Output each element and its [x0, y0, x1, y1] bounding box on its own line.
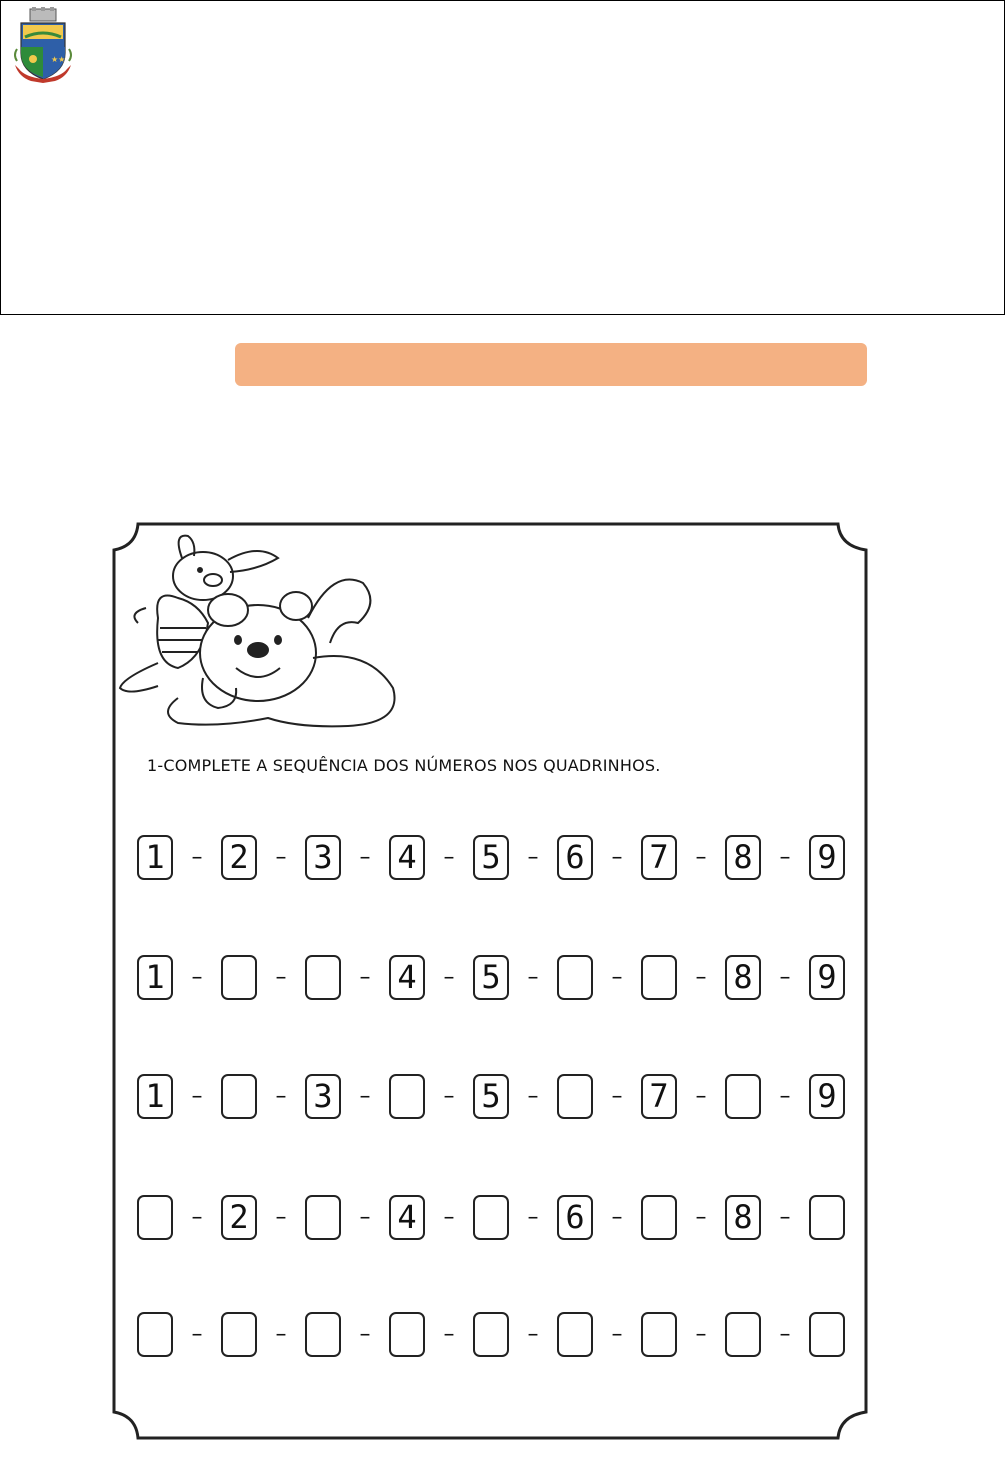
- separator-dash: –: [527, 1204, 539, 1230]
- header-box: [0, 0, 1005, 315]
- separator-dash: –: [191, 964, 203, 990]
- empty-number-box[interactable]: [809, 1195, 845, 1240]
- separator-dash: –: [275, 1321, 287, 1347]
- separator-dash: –: [695, 844, 707, 870]
- empty-number-box[interactable]: [137, 1312, 173, 1357]
- coat-of-arms-icon: [13, 7, 73, 87]
- number-box: 1: [137, 835, 173, 880]
- separator-dash: –: [779, 844, 791, 870]
- number-box: 4: [389, 955, 425, 1000]
- empty-number-box[interactable]: [809, 1312, 845, 1357]
- title-bar: [235, 343, 867, 386]
- separator-dash: –: [275, 844, 287, 870]
- number-box: 4: [389, 1195, 425, 1240]
- number-box: 3: [305, 1074, 341, 1119]
- separator-dash: –: [191, 844, 203, 870]
- svg-text:★★: ★★: [51, 55, 66, 64]
- empty-number-box[interactable]: [557, 1074, 593, 1119]
- sequence-row: [137, 1072, 847, 1120]
- separator-dash: –: [611, 844, 623, 870]
- number-box: 7: [641, 835, 677, 880]
- number-box: 1: [137, 955, 173, 1000]
- separator-dash: –: [779, 1204, 791, 1230]
- number-box: 1: [137, 1074, 173, 1119]
- number-box: 5: [473, 955, 509, 1000]
- empty-number-box[interactable]: [473, 1195, 509, 1240]
- number-box: 9: [809, 835, 845, 880]
- empty-number-box[interactable]: [641, 955, 677, 1000]
- sequence-row: [137, 1193, 847, 1241]
- number-box: 5: [473, 835, 509, 880]
- empty-number-box[interactable]: [557, 1312, 593, 1357]
- separator-dash: –: [359, 1321, 371, 1347]
- empty-number-box[interactable]: [389, 1074, 425, 1119]
- empty-number-box[interactable]: [725, 1312, 761, 1357]
- separator-dash: –: [611, 1204, 623, 1230]
- empty-number-box[interactable]: [137, 1195, 173, 1240]
- number-box: 6: [557, 835, 593, 880]
- separator-dash: –: [359, 964, 371, 990]
- empty-number-box[interactable]: [221, 955, 257, 1000]
- separator-dash: –: [275, 1083, 287, 1109]
- number-box: 3: [305, 835, 341, 880]
- separator-dash: –: [779, 1321, 791, 1347]
- empty-number-box[interactable]: [221, 1074, 257, 1119]
- sequence-row: [137, 953, 847, 1001]
- empty-number-box[interactable]: [557, 955, 593, 1000]
- separator-dash: –: [191, 1083, 203, 1109]
- separator-dash: –: [359, 844, 371, 870]
- separator-dash: –: [527, 844, 539, 870]
- number-box: 9: [809, 1074, 845, 1119]
- separator-dash: –: [275, 1204, 287, 1230]
- separator-dash: –: [443, 1321, 455, 1347]
- number-box: 4: [389, 835, 425, 880]
- separator-dash: –: [527, 1083, 539, 1109]
- empty-number-box[interactable]: [641, 1195, 677, 1240]
- empty-number-box[interactable]: [389, 1312, 425, 1357]
- number-box: 5: [473, 1074, 509, 1119]
- separator-dash: –: [443, 964, 455, 990]
- separator-dash: –: [527, 1321, 539, 1347]
- separator-dash: –: [779, 964, 791, 990]
- number-box: 8: [725, 835, 761, 880]
- empty-number-box[interactable]: [305, 1312, 341, 1357]
- separator-dash: –: [779, 1083, 791, 1109]
- separator-dash: –: [695, 1083, 707, 1109]
- number-box: 2: [221, 835, 257, 880]
- separator-dash: –: [359, 1083, 371, 1109]
- number-box: 7: [641, 1074, 677, 1119]
- number-box: 8: [725, 955, 761, 1000]
- separator-dash: –: [527, 964, 539, 990]
- sequence-row: [137, 1310, 847, 1358]
- separator-dash: –: [611, 1083, 623, 1109]
- separator-dash: –: [275, 964, 287, 990]
- empty-number-box[interactable]: [221, 1312, 257, 1357]
- separator-dash: –: [611, 1321, 623, 1347]
- number-box: 9: [809, 955, 845, 1000]
- separator-dash: –: [695, 1321, 707, 1347]
- empty-number-box[interactable]: [641, 1312, 677, 1357]
- number-box: 2: [221, 1195, 257, 1240]
- instruction-text: 1-COMPLETE A SEQUÊNCIA DOS NÚMEROS NOS QUADRINHOS.: [147, 756, 661, 775]
- separator-dash: –: [695, 964, 707, 990]
- separator-dash: –: [191, 1204, 203, 1230]
- bear-and-pig-illustration: [118, 528, 403, 733]
- separator-dash: –: [443, 1204, 455, 1230]
- sequence-row: [137, 833, 847, 881]
- number-box: 8: [725, 1195, 761, 1240]
- number-box: 6: [557, 1195, 593, 1240]
- empty-number-box[interactable]: [725, 1074, 761, 1119]
- separator-dash: –: [191, 1321, 203, 1347]
- empty-number-box[interactable]: [473, 1312, 509, 1357]
- empty-number-box[interactable]: [305, 1195, 341, 1240]
- empty-number-box[interactable]: [305, 955, 341, 1000]
- separator-dash: –: [443, 1083, 455, 1109]
- separator-dash: –: [359, 1204, 371, 1230]
- separator-dash: –: [611, 964, 623, 990]
- separator-dash: –: [443, 844, 455, 870]
- separator-dash: –: [695, 1204, 707, 1230]
